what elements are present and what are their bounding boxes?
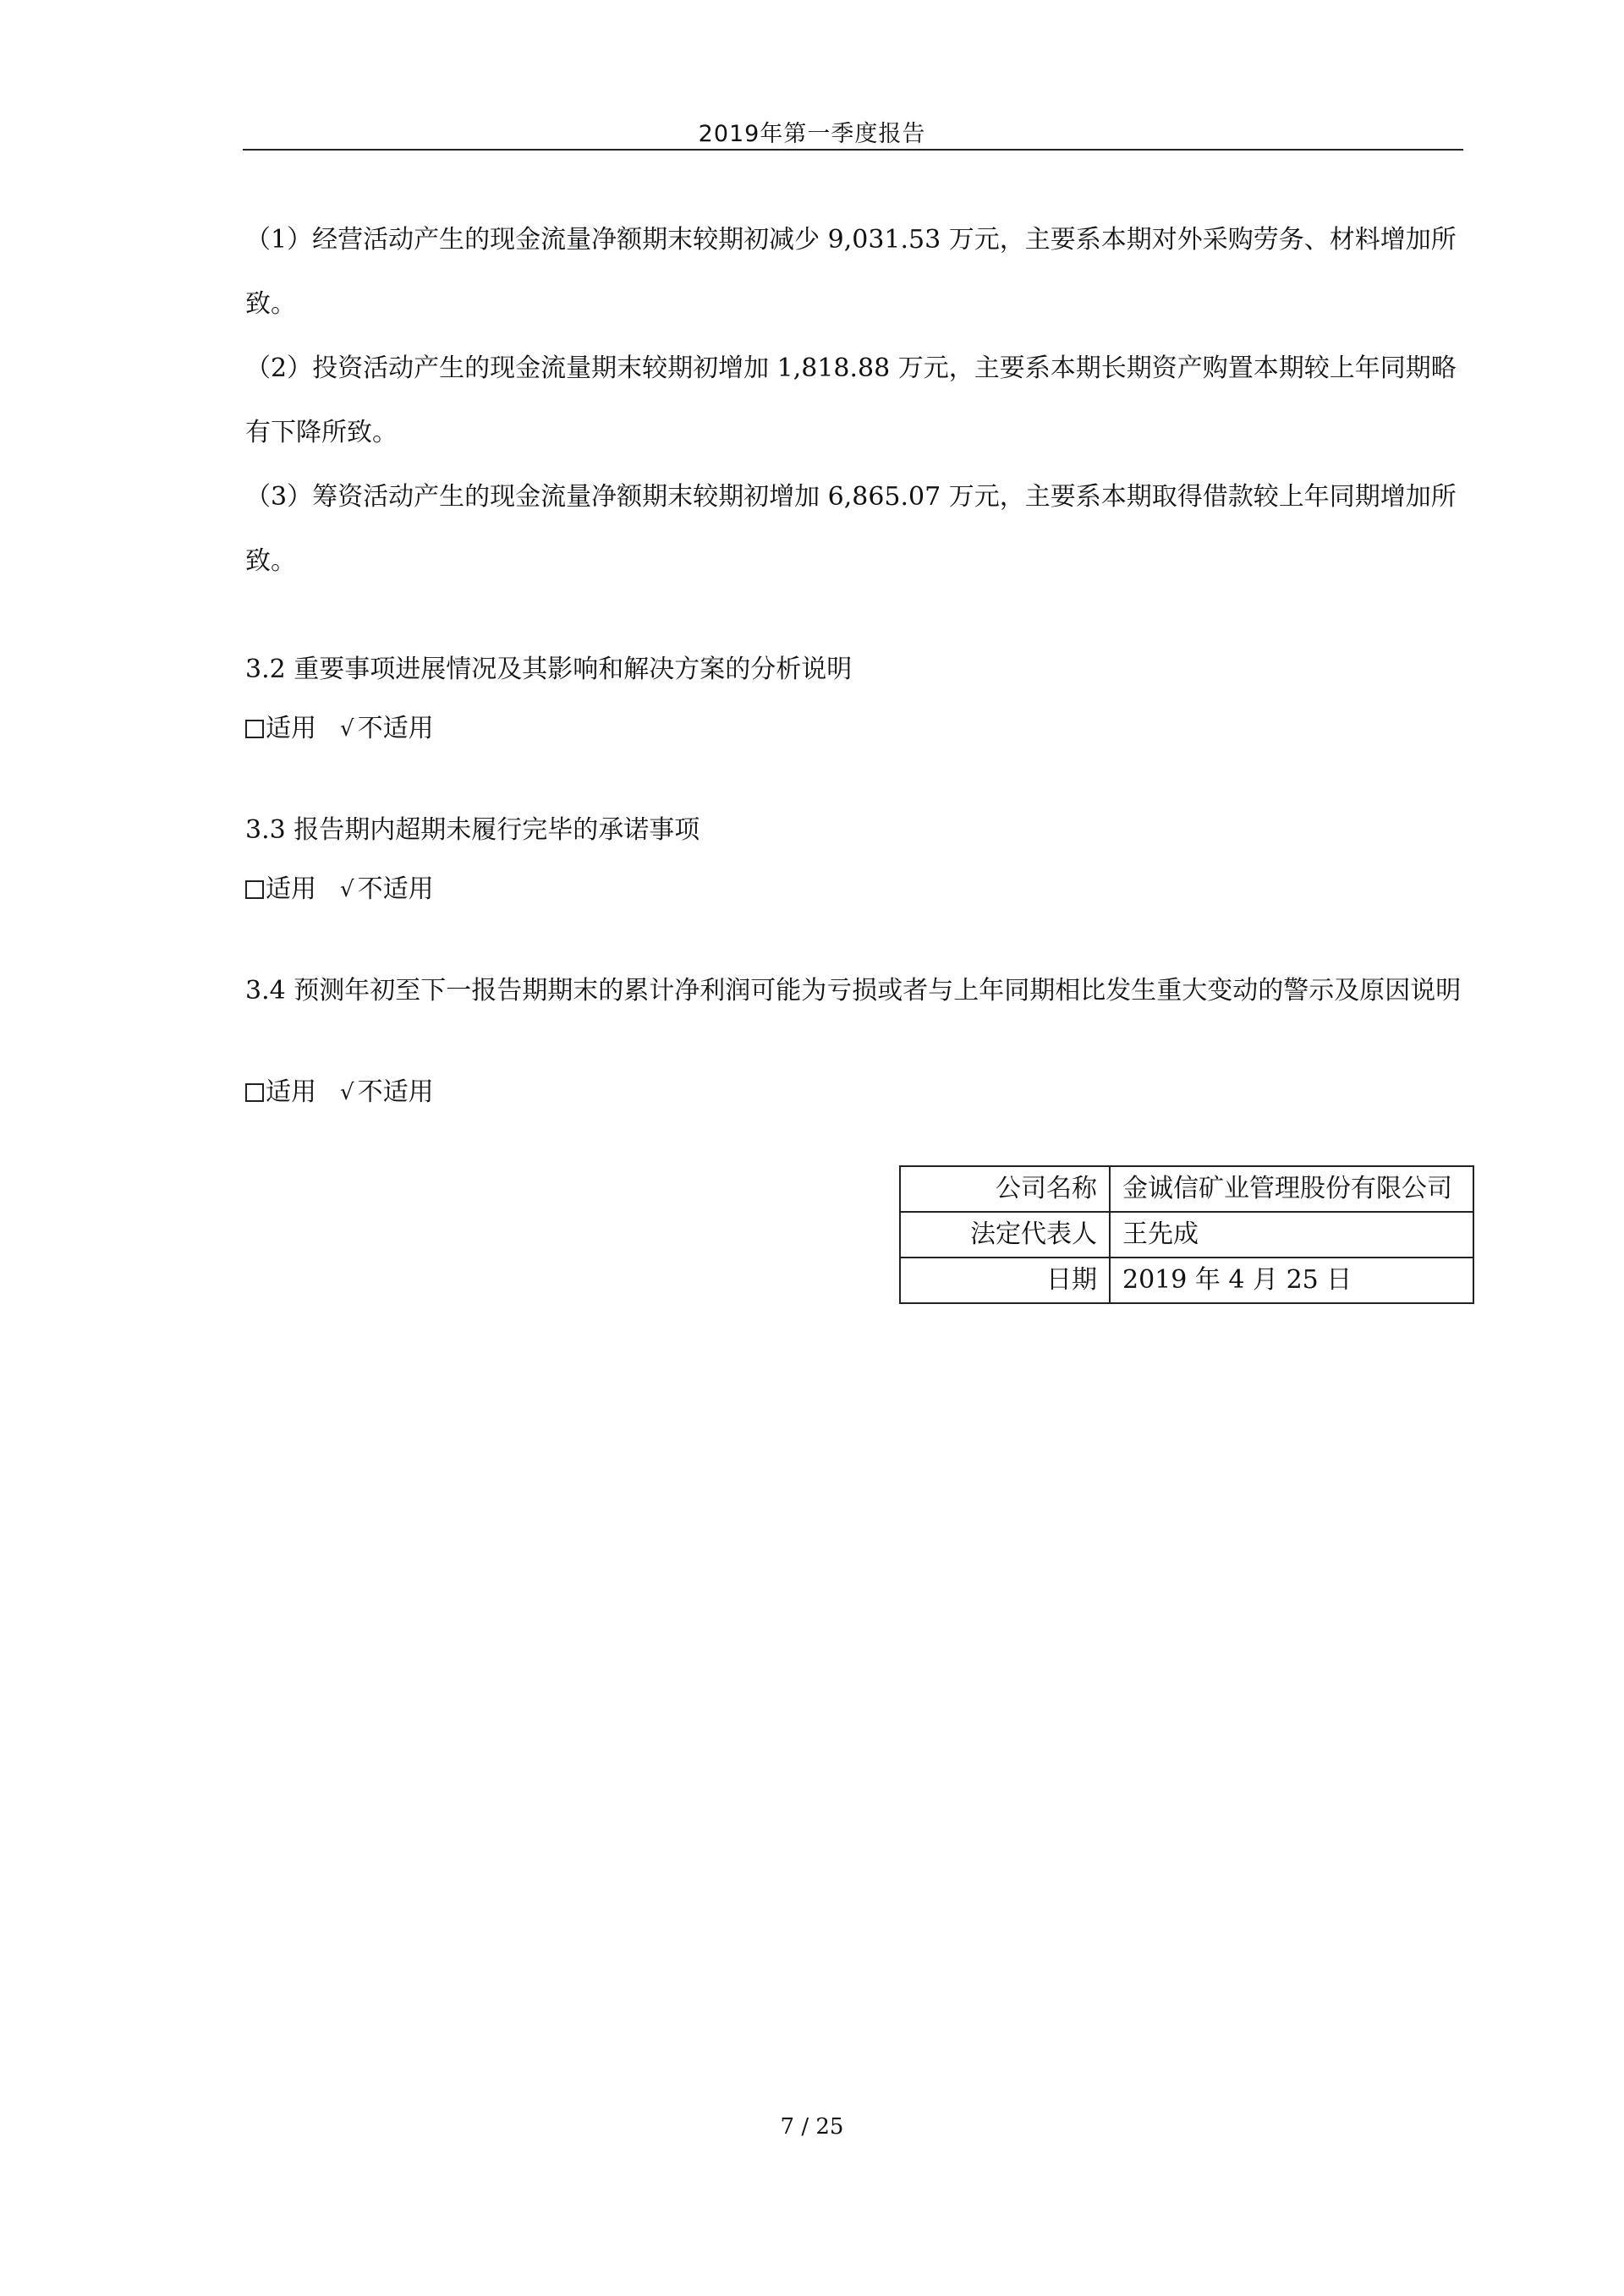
cashflow-note-operating: （1）经营活动产生的现金流量净额期末较期初减少 9,031.53 万元，主要系本期对外采购劳务、材料增加所致。 [245, 225, 1457, 319]
section-3-3-heading: 3.3 报告期内超期未履行完毕的承诺事项 [245, 815, 700, 845]
cashflow-note-financing: （3）筹资活动产生的现金流量净额期末较期初增加 6,865.07 万元，主要系本期取得借款较上年同期增加所致。 [245, 482, 1457, 576]
legal-representative-label: 法定代表人 [900, 1212, 1110, 1258]
date-value: 2019 年 4 月 25 日 [1110, 1258, 1473, 1303]
applicable-label: 适用 [266, 714, 316, 743]
not-applicable-label: 不适用 [357, 714, 434, 743]
table-row [900, 1258, 1473, 1303]
check-mark-icon: √ [340, 716, 354, 742]
legal-representative-value: 王先成 [1110, 1212, 1473, 1258]
check-mark-icon: √ [340, 877, 354, 902]
company-name-label: 公司名称 [900, 1166, 1110, 1212]
section-3-4-heading: 3.4 预测年初至下一报告期期末的累计净利润可能为亏损或者与上年同期相比发生重大变动的警示及原因说明 [245, 976, 1462, 1006]
unchecked-box-icon [245, 880, 264, 899]
section-3-2-applicability [245, 712, 434, 746]
table-row [900, 1212, 1473, 1258]
not-applicable-label: 不适用 [357, 874, 434, 904]
signature-table [899, 1165, 1474, 1304]
header-divider [243, 149, 1463, 151]
unchecked-box-icon [245, 1083, 264, 1102]
applicable-label: 适用 [266, 874, 316, 904]
check-mark-icon: √ [340, 1080, 354, 1105]
page-number: 7 / 25 [780, 2114, 844, 2140]
section-3-2-heading: 3.2 重要事项进展情况及其影响和解决方案的分析说明 [245, 655, 853, 684]
applicable-label: 适用 [266, 1077, 316, 1107]
company-name-value: 金诚信矿业管理股份有限公司 [1110, 1166, 1473, 1212]
not-applicable-label: 不适用 [357, 1077, 434, 1107]
section-3-3-applicability [245, 873, 434, 907]
cashflow-note-investing: （2）投资活动产生的现金流量期末较期初增加 1,818.88 万元，主要系本期长期资产购置本期较上年同期略有下降所致。 [245, 353, 1457, 447]
date-label: 日期 [900, 1258, 1110, 1303]
table-row [900, 1166, 1473, 1212]
report-header-title: 2019年第一季度报告 [698, 121, 926, 147]
unchecked-box-icon [245, 720, 264, 738]
section-3-4-applicability [245, 1076, 434, 1110]
